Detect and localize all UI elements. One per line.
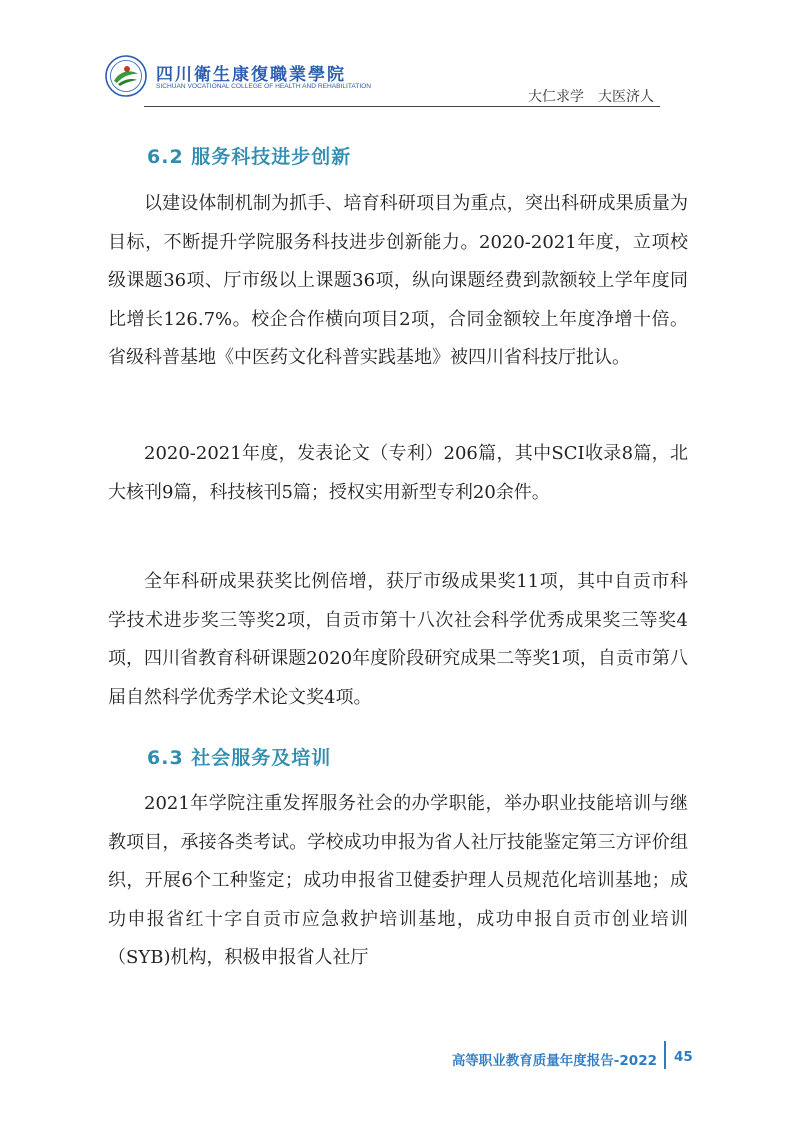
header-divider [144, 106, 660, 107]
footer-divider [664, 1041, 666, 1069]
section-heading-6-3: 6.3 社会服务及培训 [147, 747, 332, 769]
paragraph: 以建设体制机制为抓手、培育科研项目为重点，突出科研成果质量为目标，不断提升学院服务科技进步创新能力。2020-2021年度，立项校级课题36项、厅市级以上课题36项，纵向课题经费到款额较上学年度同比增长126.7%。校企合作横向项目2项，合同金额较上年度净增十倍。省级科普基地《中医药文化科普实践基地》被四川省科技厅批认。 [108, 193, 688, 368]
paragraph: 2021年学院注重发挥服务社会的办学职能，举办职业技能培训与继教项目，承接各类考试。学校成功申报为省人社厅技能鉴定第三方评价组织，开展6个工种鉴定；成功申报省卫健委护理人员规范化培训基地；成功申报省红十字自贡市应急救护培训基地，成功申报自贡市创业培训（SYB)机构，积极申报省人社厅 [108, 793, 688, 968]
paragraph: 全年科研成果获奖比例倍增，获厅市级成果奖11项，其中自贡市科学技术进步奖三等奖2项，自贡市第十八次社会科学优秀成果奖三等奖4项，四川省教育科研课题2020年度阶段研究成果二等奖1项，自贡市第八届自然科学优秀学术论文奖4项。 [108, 571, 688, 708]
page-number: 45 [674, 1049, 693, 1065]
paragraph: 2020-2021年度，发表论文（专利）206篇，其中SCI收录8篇，北大核刊9篇，科技核刊5篇；授权实用新型专利20余件。 [108, 443, 688, 503]
school-name: 四川衛生康復職業學院 [156, 65, 346, 85]
school-name-english: SICHUAN VOCATIONAL COLLEGE OF HEALTH AND REHABILITATION [156, 83, 372, 90]
report-title: 高等职业教育质量年度报告-2022 [451, 1053, 657, 1069]
section-heading-6-2: 6.2 服务科技进步创新 [147, 146, 352, 168]
school-motto: 大仁求学 大医济人 [528, 89, 654, 105]
school-emblem-icon [104, 54, 148, 98]
page-header [100, 52, 660, 108]
